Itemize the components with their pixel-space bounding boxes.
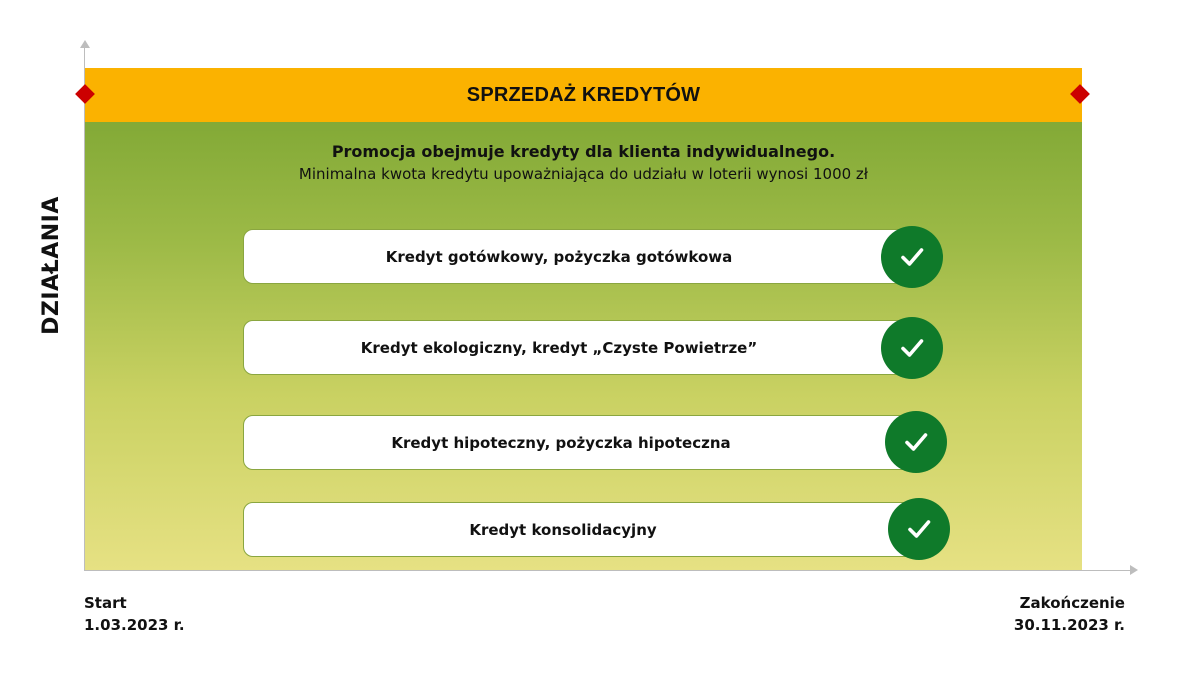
loan-item-label: Kredyt gotówkowy, pożyczka gotówkowa	[385, 247, 733, 266]
loan-item-label: Kredyt konsolidacyjny	[469, 520, 657, 539]
loan-item-label: Kredyt hipoteczny, pożyczka hipoteczna	[391, 433, 731, 452]
loan-item-mortgage	[243, 415, 919, 470]
loan-item-cash	[243, 229, 915, 284]
y-axis-label-text: DZIAŁANIA	[38, 195, 64, 335]
x-axis	[84, 570, 1132, 571]
intro-regular-text: Minimalna kwota kredytu upoważniająca do udziału w loterii wynosi 1000 zł	[298, 165, 869, 183]
end-date: 30.11.2023 r.	[1013, 616, 1125, 634]
panel-header	[85, 68, 1082, 122]
panel-intro	[85, 142, 1082, 183]
checkmark-icon	[885, 411, 947, 473]
start-date: 1.03.2023 r.	[84, 616, 185, 634]
start-title: Start	[84, 594, 127, 612]
end-label	[1014, 592, 1125, 636]
panel-header-title: SPRZEDAŻ KREDYTÓW	[466, 83, 701, 106]
loan-item-eco	[243, 320, 915, 375]
y-axis-arrow-icon	[80, 40, 90, 48]
x-axis-arrow-icon	[1130, 565, 1138, 575]
loan-item-label: Kredyt ekologiczny, kredyt „Czyste Powietrze”	[360, 338, 758, 357]
checkmark-icon	[881, 317, 943, 379]
loan-item-consolidation	[243, 502, 923, 557]
checkmark-icon	[881, 226, 943, 288]
intro-bold-text: Promocja obejmuje kredyty dla klienta indywidualnego.	[331, 142, 836, 161]
end-title: Zakończenie	[1019, 594, 1125, 612]
y-axis-label	[28, 190, 74, 340]
checkmark-icon	[888, 498, 950, 560]
start-label	[84, 592, 185, 636]
